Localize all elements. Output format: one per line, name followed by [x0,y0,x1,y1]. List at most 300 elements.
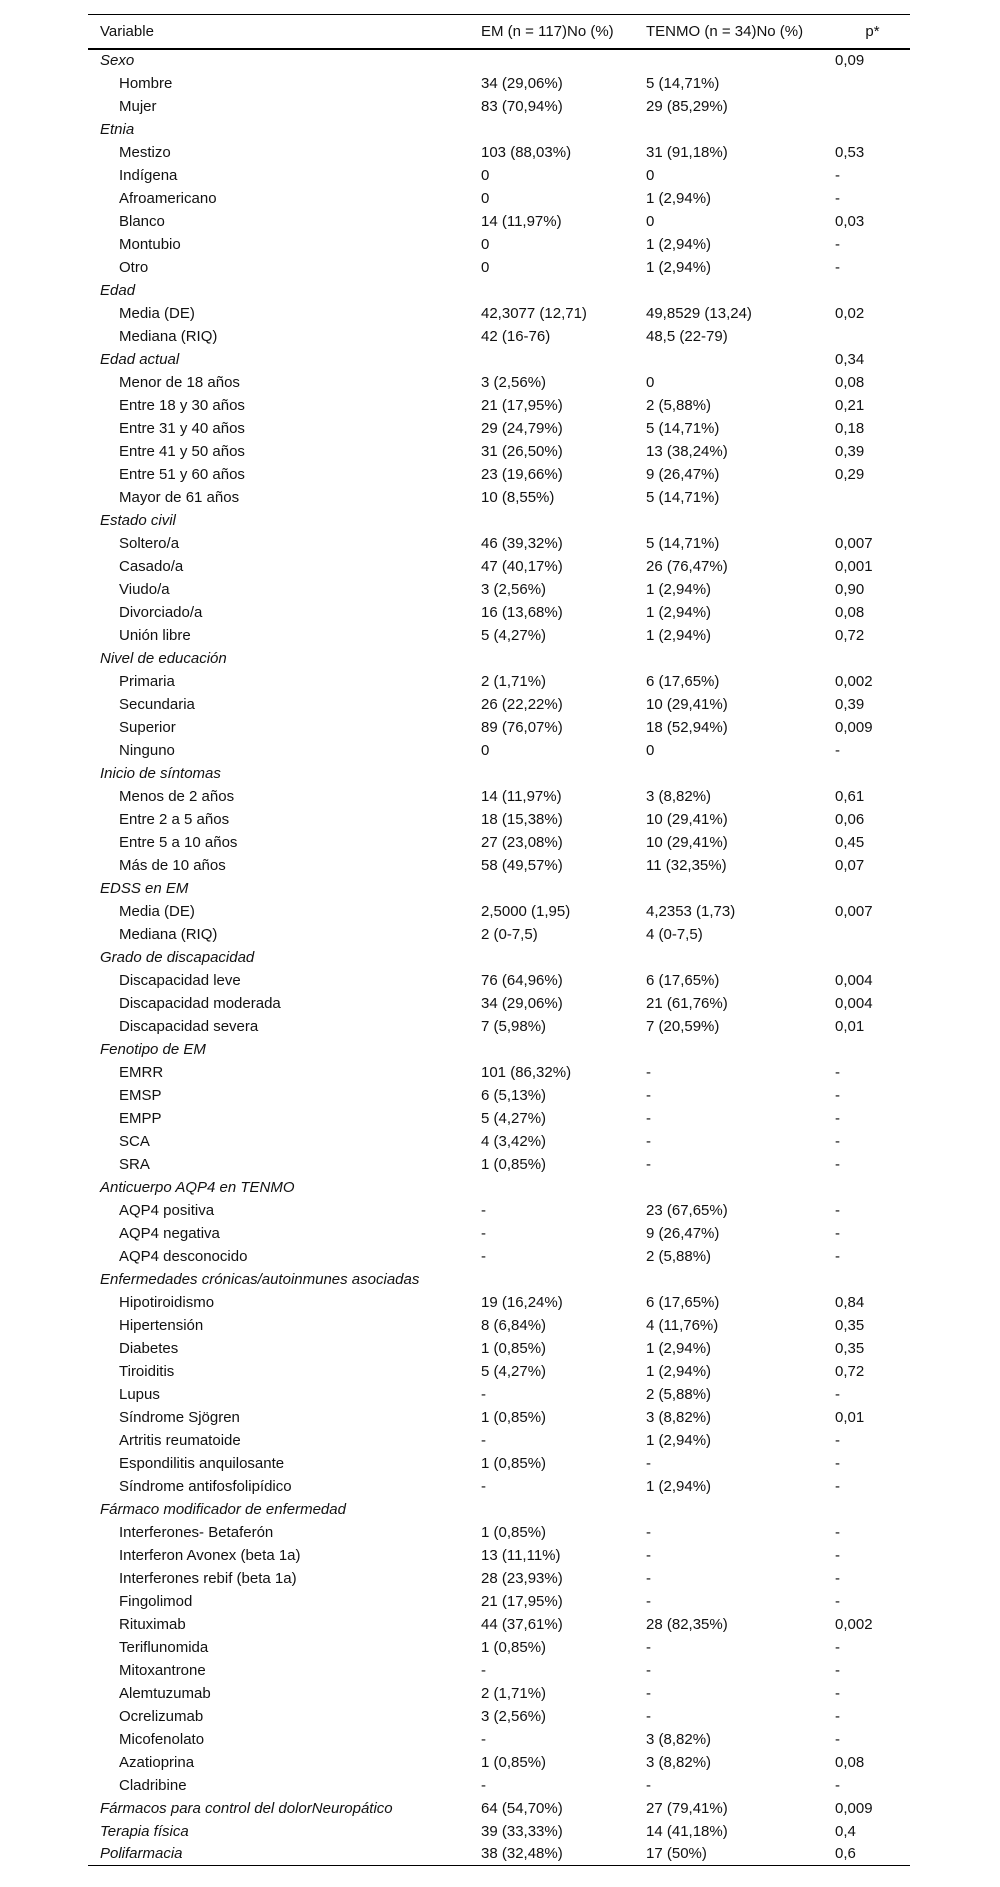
cell-p-value: 0,09 [835,52,865,69]
cell-em: 4 (3,42%) [481,1132,547,1150]
cell-tenmo: 1 (2,94%) [646,626,712,644]
cell-tenmo: 3 (8,82%) [646,787,712,805]
cell-tenmo: 0 [646,373,655,391]
cell-tenmo: 4 (11,76%) [646,1316,719,1334]
table-row [88,1245,910,1268]
row-label: Entre 18 y 30 años [119,396,245,414]
row-label: Mestizo [119,143,171,161]
cell-tenmo: 7 (20,59%) [646,1017,720,1035]
cell-p-value [835,95,910,118]
cell-tenmo: - [646,1523,651,1541]
row-label: Más de 10 años [119,856,226,874]
cell-em: - [481,1431,486,1449]
row-label: Afroamericano [119,189,217,207]
table-row [88,624,910,647]
cell-tenmo: 29 (85,29%) [646,97,728,115]
cell-p-value: 0,007 [835,534,873,552]
cell-tenmo: 28 (82,35%) [646,1615,728,1633]
cell-tenmo: 1 (2,94%) [646,1431,712,1449]
row-label: Hombre [119,74,173,92]
cell-tenmo [646,279,835,302]
group-row [88,762,910,785]
cell-tenmo: 11 (32,35%) [646,856,727,874]
table-row [88,532,910,555]
cell-em: 1 (0,85%) [481,1155,547,1173]
cell-em [481,279,646,302]
row-label: Montubio [119,235,181,253]
cell-p-value: 0,03 [835,212,865,230]
row-label: Sexo [100,52,135,69]
row-label: Azatioprina [119,1753,195,1771]
table-row [88,992,910,1015]
row-label: Interferon Avonex (beta 1a) [119,1546,301,1564]
cell-em: 76 (64,96%) [481,971,563,989]
row-label: Etnia [100,120,135,138]
cell-p-value [835,1038,910,1061]
cell-em: 39 (33,33%) [481,1822,563,1840]
table-row [88,394,910,417]
table-row [88,1728,910,1751]
cell-em: 1 (0,85%) [481,1339,547,1357]
row-label: EMPP [119,1109,162,1127]
cell-tenmo [646,118,835,141]
cell-p-value: - [835,741,840,759]
cell-tenmo: - [646,1776,651,1794]
row-label: Blanco [119,212,165,230]
cell-p-value [835,1176,910,1199]
row-label: Secundaria [119,695,195,713]
group-row [88,1268,910,1291]
cell-em [481,762,646,785]
table-row [88,670,910,693]
cell-p-value: - [835,1132,840,1150]
cell-em [481,946,646,969]
row-label: Micofenolato [119,1730,205,1748]
cell-p-value: - [835,1707,840,1725]
cell-em: 0 [481,258,490,276]
cell-em: - [481,1776,486,1794]
row-label: Media (DE) [119,902,195,920]
cell-p-value: - [835,235,840,253]
cell-em: 83 (70,94%) [481,97,563,115]
table-row [88,1199,910,1222]
cell-em: 16 (13,68%) [481,603,563,621]
row-label: Nivel de educación [100,649,227,667]
table-row [88,1590,910,1613]
group-row [88,1498,910,1521]
cell-tenmo: 1 (2,94%) [646,580,712,598]
table-row [88,969,910,992]
cell-tenmo [646,1176,835,1199]
row-label: Mayor de 61 años [119,488,240,506]
cell-tenmo: - [646,1569,651,1587]
table-row [88,1429,910,1452]
row-label: Discapacidad moderada [119,994,281,1012]
cell-p-value: 0,90 [835,580,865,598]
row-label: Terapia física [100,1822,189,1840]
table-row [88,1751,910,1774]
row-label: Entre 5 a 10 años [119,833,238,851]
cell-tenmo: 1 (2,94%) [646,1362,712,1380]
header-tenmo: TENMO (n = 34)No (%) [646,15,835,49]
cell-p-value [835,509,910,532]
row-label: Discapacidad severa [119,1017,259,1035]
table-row [88,141,910,164]
table-row [88,371,910,394]
cell-em: 64 (54,70%) [481,1799,563,1817]
row-label: Interferones rebif (beta 1a) [119,1569,297,1587]
cell-tenmo [646,1038,835,1061]
cell-tenmo: 6 (17,65%) [646,971,720,989]
cell-p-value: - [835,1431,840,1449]
cell-p-value: - [835,1109,840,1127]
row-label: Entre 41 y 50 años [119,442,245,460]
table-row [88,440,910,463]
group-row [88,1843,910,1866]
cell-tenmo: 1 (2,94%) [646,1339,712,1357]
row-label: Síndrome antifosfolipídico [119,1477,292,1495]
row-label: Fármaco modificador de enfermedad [100,1500,346,1518]
cell-p-value: 0,4 [835,1822,856,1840]
cell-p-value: 0,002 [835,672,873,690]
cell-em: 89 (76,07%) [481,718,563,736]
cell-p-value: - [835,166,840,184]
cell-em: 2 (0-7,5) [481,925,538,943]
row-label: EMSP [119,1086,162,1104]
table-row [88,164,910,187]
cell-tenmo: 49,8529 (13,24) [646,304,752,322]
cell-p-value: - [835,1201,840,1219]
cell-tenmo: 9 (26,47%) [646,1224,720,1242]
cell-tenmo: 5 (14,71%) [646,488,720,506]
cell-p-value [835,118,910,141]
cell-em: - [481,1730,486,1748]
row-label: EMRR [119,1063,164,1081]
table-row [88,1774,910,1797]
table-row [88,417,910,440]
row-label: Unión libre [119,626,191,644]
cell-tenmo [646,762,835,785]
cell-tenmo: 27 (79,41%) [646,1799,728,1817]
cell-em: 6 (5,13%) [481,1086,547,1104]
row-label: Mitoxantrone [119,1661,206,1679]
table-row [88,923,910,946]
cell-p-value [835,1268,910,1291]
cell-p-value: - [835,1247,840,1265]
cell-tenmo: 1 (2,94%) [646,235,712,253]
cell-em: 0 [481,235,490,253]
cell-em: 21 (17,95%) [481,1592,563,1610]
cell-p-value [835,923,910,946]
header-variable: Variable [88,15,481,49]
cell-em: 38 (32,48%) [481,1843,646,1866]
cell-em: 2,5000 (1,95) [481,902,571,920]
table-row [88,1636,910,1659]
cell-tenmo: 2 (5,88%) [646,396,712,414]
cell-tenmo: 4 (0-7,5) [646,925,703,943]
cell-em: 103 (88,03%) [481,143,572,161]
cell-p-value: - [835,1063,840,1081]
cell-p-value: 0,45 [835,833,865,851]
cell-em: - [481,1477,486,1495]
table-row [88,739,910,762]
header-p-value: p* [835,15,910,49]
row-label: EDSS en EM [100,879,189,897]
cell-em [481,647,646,670]
cell-em: 42,3077 (12,71) [481,304,587,322]
cell-em: 5 (4,27%) [481,1109,547,1127]
cell-p-value: 0,08 [835,1753,865,1771]
table-row [88,256,910,279]
table-row [88,1544,910,1567]
group-row [88,647,910,670]
row-label: Entre 31 y 40 años [119,419,245,437]
cell-tenmo: 48,5 (22-79) [646,327,728,345]
group-row [88,279,910,302]
cell-tenmo: - [646,1063,651,1081]
cell-tenmo: 31 (91,18%) [646,143,728,161]
cell-p-value: 0,6 [835,1843,910,1866]
cell-tenmo: - [646,1661,651,1679]
cell-tenmo: 18 (52,94%) [646,718,728,736]
cell-em: 42 (16-76) [481,327,551,345]
cell-p-value [835,647,910,670]
cell-em: 18 (15,38%) [481,810,563,828]
row-label: Casado/a [119,557,184,575]
row-label: Artritis reumatoide [119,1431,241,1449]
cell-p-value: 0,35 [835,1339,865,1357]
table-row [88,1107,910,1130]
cell-em: 1 (0,85%) [481,1523,547,1541]
cell-em: 5 (4,27%) [481,626,547,644]
cell-p-value: 0,009 [835,718,873,736]
cell-tenmo: - [646,1086,651,1104]
cell-em: 58 (49,57%) [481,856,563,874]
cell-p-value: - [835,1477,840,1495]
cell-p-value: 0,07 [835,856,865,874]
cell-em: 2 (1,71%) [481,672,547,690]
cell-p-value: 0,01 [835,1017,865,1035]
cell-em: 34 (29,06%) [481,994,563,1012]
cell-p-value: 0,001 [835,557,873,575]
row-label: Espondilitis anquilosante [119,1454,285,1472]
table-row [88,601,910,624]
cell-em: 1 (0,85%) [481,1408,547,1426]
row-label: Fenotipo de EM [100,1040,206,1058]
cell-p-value: 0,009 [835,1799,873,1817]
cell-p-value: - [835,1638,840,1656]
table-row [88,1659,910,1682]
cell-p-value: 0,34 [835,350,865,368]
table-row [88,1383,910,1406]
table-row [88,555,910,578]
table-row [88,1475,910,1498]
cell-tenmo: 14 (41,18%) [646,1822,728,1840]
cell-em: 5 (4,27%) [481,1362,547,1380]
cell-tenmo: 10 (29,41%) [646,810,728,828]
cell-tenmo: 2 (5,88%) [646,1247,712,1265]
cell-p-value: 0,53 [835,143,865,161]
row-label: Ninguno [119,741,175,759]
cell-p-value: - [835,1454,840,1472]
cell-p-value [835,72,910,95]
table-row [88,854,910,877]
table-body [88,49,910,1866]
table-row [88,210,910,233]
row-label: Tiroiditis [119,1362,175,1380]
cell-p-value: - [835,1592,840,1610]
row-label: Lupus [119,1385,160,1403]
cell-tenmo: 5 (14,71%) [646,74,720,92]
cell-em: 7 (5,98%) [481,1017,547,1035]
cell-tenmo: 1 (2,94%) [646,189,712,207]
cell-em [481,877,646,900]
row-label: Síndrome Sjögren [119,1408,240,1426]
cell-em: 14 (11,97%) [481,212,562,230]
row-label: Ocrelizumab [119,1707,204,1725]
cell-p-value: 0,35 [835,1316,865,1334]
row-label: Alemtuzumab [119,1684,211,1702]
cell-p-value [835,325,910,348]
cell-p-value [835,1498,910,1521]
table-row [88,95,910,118]
cell-tenmo [646,49,835,72]
table-row [88,1061,910,1084]
cell-em [481,49,646,72]
cell-p-value: 0,72 [835,626,865,644]
cell-p-value: 0,08 [835,373,865,391]
cell-tenmo: - [646,1109,651,1127]
cell-em: 47 (40,17%) [481,557,563,575]
row-label: Polifarmacia [88,1843,481,1866]
cell-tenmo: - [646,1155,651,1173]
group-row [88,1797,910,1820]
row-label: Edad [100,281,136,299]
table-row [88,486,910,509]
cell-p-value: 0,18 [835,419,865,437]
cell-p-value: 0,84 [835,1293,865,1311]
cell-tenmo: - [646,1592,651,1610]
row-label: Rituximab [119,1615,186,1633]
cell-em: - [481,1661,486,1679]
cell-tenmo: 3 (8,82%) [646,1753,712,1771]
table-row [88,1130,910,1153]
row-label: Anticuerpo AQP4 en TENMO [100,1178,295,1196]
cell-em: 31 (26,50%) [481,442,563,460]
row-label: Hipotiroidismo [119,1293,215,1311]
row-label: Cladribine [119,1776,187,1794]
cell-p-value [835,486,910,509]
cell-p-value: - [835,258,840,276]
cell-p-value: - [835,1385,840,1403]
row-label: Grado de discapacidad [100,948,255,966]
table-row [88,578,910,601]
table-row [88,716,910,739]
cell-p-value: 0,39 [835,695,865,713]
cell-p-value: 0,08 [835,603,865,621]
cell-em: 0 [481,189,490,207]
cell-em: 2 (1,71%) [481,1684,547,1702]
cell-em [481,1176,646,1199]
cell-p-value: 0,06 [835,810,865,828]
row-label: Mujer [119,97,157,115]
cell-tenmo: 23 (67,65%) [646,1201,728,1219]
group-row [88,509,910,532]
cell-tenmo: - [646,1707,651,1725]
cell-em: 13 (11,11%) [481,1546,561,1564]
cell-p-value: 0,39 [835,442,865,460]
row-label: Soltero/a [119,534,180,552]
table-row [88,785,910,808]
cell-em: 21 (17,95%) [481,396,563,414]
row-label: Discapacidad leve [119,971,241,989]
table-row [88,463,910,486]
cell-p-value: 0,004 [835,994,873,1012]
row-label: Primaria [119,672,175,690]
row-label: AQP4 desconocido [119,1247,248,1265]
cell-em: 1 (0,85%) [481,1638,547,1656]
cell-p-value: - [835,1155,840,1173]
row-label: Enfermedades crónicas/autoinmunes asociadas [100,1270,420,1288]
cell-em [481,348,646,371]
cell-p-value [835,946,910,969]
cell-p-value: 0,72 [835,1362,865,1380]
row-label: Hipertensión [119,1316,204,1334]
row-label: Superior [119,718,176,736]
cell-tenmo [646,1268,835,1291]
row-label: AQP4 negativa [119,1224,220,1242]
cell-em: 0 [481,741,490,759]
cell-em: 10 (8,55%) [481,488,555,506]
row-label: Media (DE) [119,304,195,322]
cell-tenmo: 1 (2,94%) [646,258,712,276]
table-row [88,831,910,854]
table-row [88,1567,910,1590]
cell-p-value: 0,02 [835,304,865,322]
table-row [88,1291,910,1314]
cell-tenmo: 10 (29,41%) [646,695,728,713]
cell-tenmo: - [646,1454,651,1472]
cell-tenmo: 0 [646,741,655,759]
table-row [88,1153,910,1176]
header-em: EM (n = 117)No (%) [481,15,646,49]
group-row [88,348,910,371]
row-label: Diabetes [119,1339,179,1357]
table-row [88,1084,910,1107]
table-row [88,1521,910,1544]
row-label: Menor de 18 años [119,373,240,391]
cell-p-value: 0,29 [835,465,865,483]
cell-tenmo [646,1498,835,1521]
cell-tenmo [646,509,835,532]
row-label: Otro [119,258,149,276]
cell-tenmo: - [646,1684,651,1702]
row-label: Inicio de síntomas [100,764,221,782]
cell-p-value: - [835,1523,840,1541]
cell-p-value [835,877,910,900]
cell-p-value: - [835,1086,840,1104]
demographics-table [88,14,910,1866]
table-row [88,1682,910,1705]
table-row [88,187,910,210]
cell-em: 29 (24,79%) [481,419,563,437]
table-row [88,693,910,716]
cell-em: 3 (2,56%) [481,373,547,391]
cell-em: 34 (29,06%) [481,74,563,92]
cell-tenmo: 3 (8,82%) [646,1408,712,1426]
cell-p-value: - [835,1569,840,1587]
cell-tenmo [646,348,835,371]
